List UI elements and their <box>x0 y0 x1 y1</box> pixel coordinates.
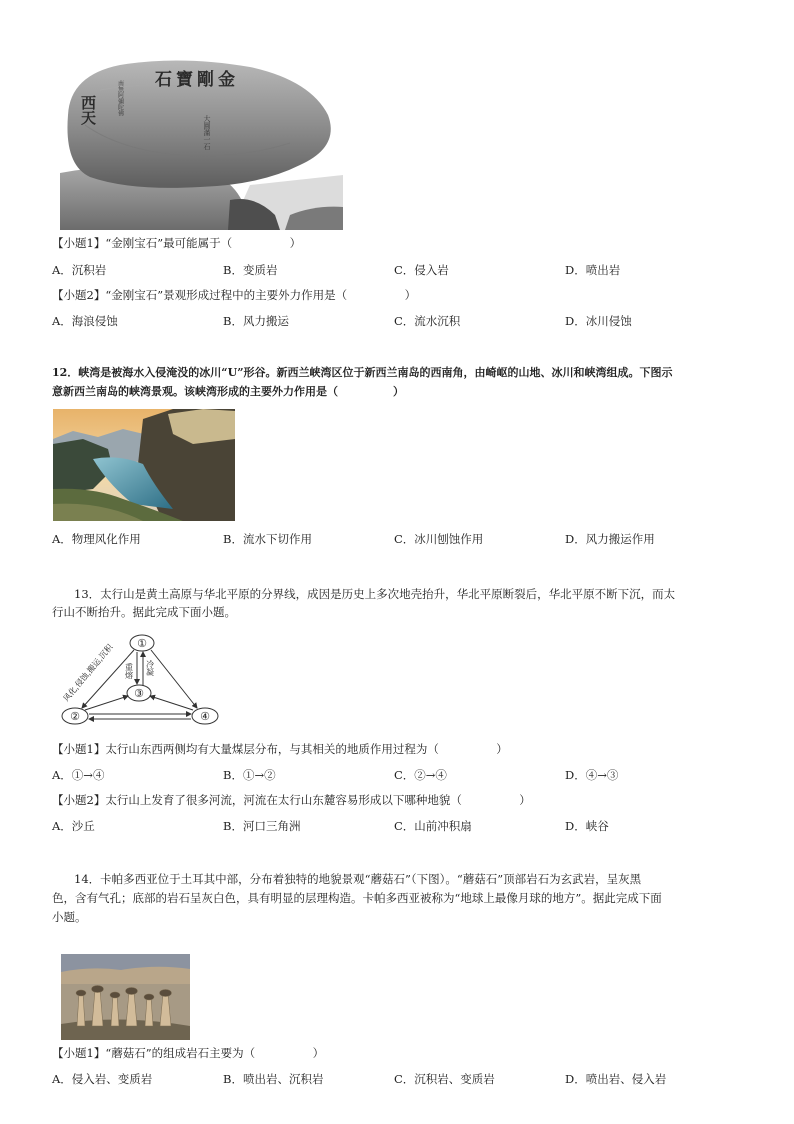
q14-stem-line2: 色，含有气孔；底部的岩石呈灰白色，具有明显的层理构造。卡帕多西亚被称为“地球上最像月球的地方”。据此完成下面 <box>52 891 662 905</box>
q13-sub1-option-d[interactable]: D．④→③ <box>565 768 619 782</box>
node-4-label: ④ <box>200 710 210 723</box>
q11-sub2-option-a[interactable]: A．海浪侵蚀 <box>52 314 118 328</box>
q11-sub2-prompt: 【小题2】“金刚宝石”景观形成过程中的主要外力作用是（ ） <box>52 288 417 302</box>
node-3-label: ③ <box>134 687 144 700</box>
q13-sub1-option-c[interactable]: C．②→④ <box>394 768 447 782</box>
q13-sub2-option-b[interactable]: B．河口三角洲 <box>223 819 301 833</box>
q13-stem-line1: 13．太行山是黄土高原与华北平原的分界线，成因是历史上多次地壳抬升，华北平原断裂后，华北平原不断下沉，而太 <box>74 587 676 601</box>
q12-stem-line2: 意新西兰南岛的峡湾景观。该峡湾形成的主要外力作用是（ ） <box>52 385 404 398</box>
rock-inscription-left: 西天 <box>79 95 97 125</box>
label-weathering: 风化,侵蚀,搬运,沉积 <box>61 642 115 704</box>
q14-sub1-option-a[interactable]: A．侵入岩、变质岩 <box>52 1072 153 1086</box>
q14-sub1-option-c[interactable]: C．沉积岩、变质岩 <box>394 1072 495 1086</box>
rock-inscription-right-small: 大圓滿一石 <box>203 115 211 150</box>
rock-cycle-diagram <box>55 630 225 730</box>
q14-stem-line1: 14．卡帕多西亚位于土耳其中部，分布着独特的地貌景观“蘑菇石”（下图）。“蘑菇石”顶部岩石为玄武岩，呈灰黑 <box>74 872 642 886</box>
q13-sub2-option-a[interactable]: A．沙丘 <box>52 819 95 833</box>
node-1-label: ① <box>137 637 147 650</box>
q13-sub2-prompt: 【小题2】太行山上发育了很多河流，河流在太行山东麓容易形成以下哪种地貌（ ） <box>52 793 531 807</box>
rock-inscription-left-small: 南無阿彌陀佛 <box>116 80 124 116</box>
rock-inscription-top: 石寶剛金 <box>155 70 239 90</box>
q11-sub1-option-c[interactable]: C．侵入岩 <box>394 263 449 277</box>
q11-sub2-option-b[interactable]: B．风力搬运 <box>223 314 289 328</box>
q12-option-a[interactable]: A．物理风化作用 <box>52 532 141 546</box>
q13-sub2-option-c[interactable]: C．山前冲积扇 <box>394 819 472 833</box>
q13-sub1-option-b[interactable]: B．①→② <box>223 768 276 782</box>
q14-sub1-option-d[interactable]: D．喷出岩、侵入岩 <box>565 1072 667 1086</box>
q11-sub1-prompt: 【小题1】“金刚宝石”最可能属于（ ） <box>52 236 302 250</box>
q14-stem-line3: 小题。 <box>52 910 87 924</box>
fjord-landscape-photo <box>53 409 235 521</box>
q11-sub2-option-c[interactable]: C．流水沉积 <box>394 314 461 328</box>
q11-sub1-option-b[interactable]: B．变质岩 <box>223 263 278 277</box>
q13-sub1-option-a[interactable]: A．①→④ <box>52 768 105 782</box>
q11-sub2-option-d[interactable]: D．冰川侵蚀 <box>565 314 632 328</box>
q14-sub1-prompt: 【小题1】“蘑菇石”的组成岩石主要为（ ） <box>52 1046 325 1060</box>
q12-option-c[interactable]: C．冰川刨蚀作用 <box>394 532 484 546</box>
q11-sub1-option-d[interactable]: D．喷出岩 <box>565 263 621 277</box>
q12-stem-line1: 12．峡湾是被海水入侵淹没的冰川“U”形谷。新西兰峡湾区位于新西兰南岛的西南角，由崎岖的山地、冰川和峡湾组成。下图示 <box>52 366 673 379</box>
q12-option-b[interactable]: B．流水下切作用 <box>223 532 312 546</box>
mushroom-rock-photo <box>61 954 190 1040</box>
q14-sub1-option-b[interactable]: B．喷出岩、沉积岩 <box>223 1072 324 1086</box>
q11-sub1-option-a[interactable]: A．沉积岩 <box>52 263 107 277</box>
node-2-label: ② <box>70 710 80 723</box>
label-remelting: 重熔 <box>124 663 134 679</box>
q12-option-d[interactable]: D．风力搬运作用 <box>565 532 655 546</box>
q13-sub2-option-d[interactable]: D．峡谷 <box>565 819 609 833</box>
q13-sub1-prompt: 【小题1】太行山东西两侧均有大量煤层分布，与其相关的地质作用过程为（ ） <box>52 742 508 756</box>
vajra-gem-rock-photo <box>60 55 343 230</box>
label-cooling: 冷凝 <box>145 660 155 676</box>
q13-stem-line2: 行山不断抬升。据此完成下面小题。 <box>52 605 236 619</box>
